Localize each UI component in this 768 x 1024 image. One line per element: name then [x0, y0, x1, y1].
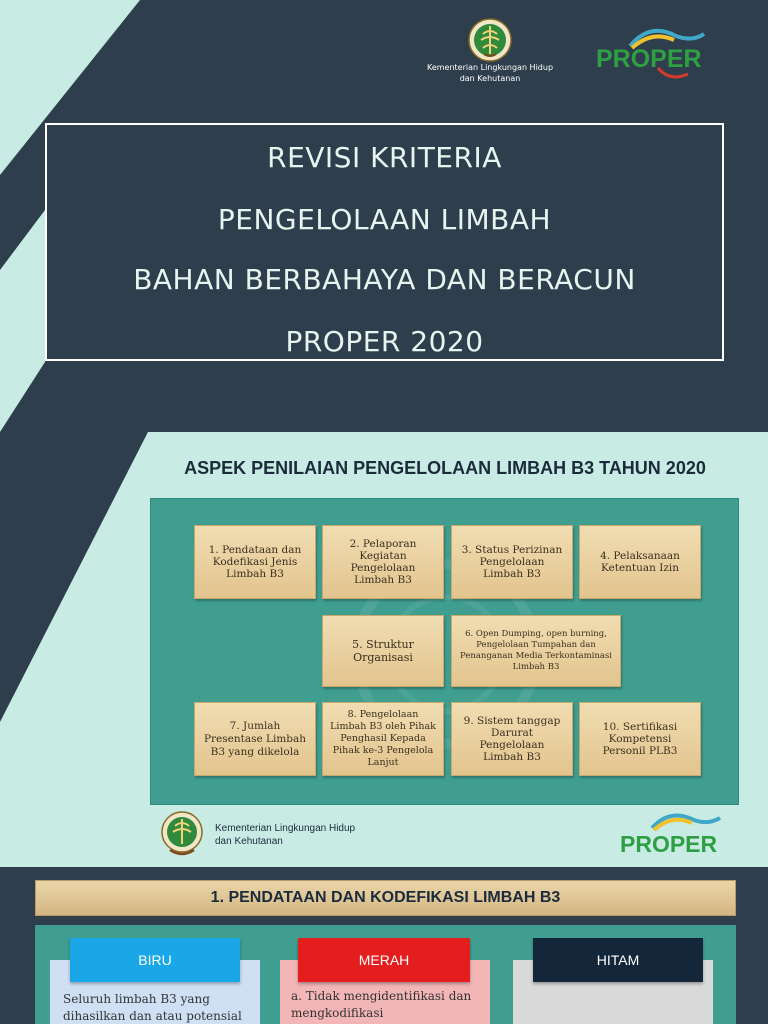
aspect-card-7: 7. Jumlah Presentase Limbah B3 yang dikelola: [194, 702, 316, 776]
criteria-slide: [0, 867, 768, 1024]
title-line-3: BAHAN BERBAHAYA DAN BERACUN: [133, 263, 636, 296]
title-line-1: REVISI KRITERIA: [267, 141, 502, 174]
slide-title: ASPEK PENILAIAN PENGELOLAAN LIMBAH B3 TAHUN 2020: [184, 458, 706, 478]
aspect-card-4: 4. Pelaksanaan Ketentuan Izin: [579, 525, 701, 599]
slide-title: 1. PENDATAAN DAN KODEFIKASI LIMBAH B3: [35, 880, 736, 916]
ministry-name: Kementerian Lingkungan Hidup dan Kehutanan: [426, 63, 554, 83]
title-line-2: PENGELOLAAN LIMBAH: [217, 203, 552, 236]
aspect-card-1: 1. Pendataan dan Kodefikasi Jenis Limbah B3: [194, 525, 316, 599]
proper-logo: [592, 24, 722, 88]
title-slide: [0, 0, 768, 432]
aspect-card-3: 3. Status Perizinan Pengelolaan Limbah B3: [451, 525, 573, 599]
aspect-card-8: 8. Pengelolaan Limbah B3 oleh Pihak Penghasil Kepada Pihak ke-3 Pengelola Lanjut: [322, 702, 444, 776]
ministry-name: Kementerian Lingkungan Hidup dan Kehutanan: [215, 823, 356, 847]
title-line-4: PROPER 2020: [285, 325, 484, 358]
biru-criteria-text: Seluruh limbah B3 yang dihasilkan dan atau potensial: [63, 992, 242, 1023]
aspect-card-2: 2. Pelaporan Kegiatan Pengelolaan Limbah B3: [322, 525, 444, 599]
header-logos: [420, 18, 740, 98]
ministry-emblem-icon: [468, 18, 512, 62]
aspects-panel: [150, 498, 739, 805]
proper-logo-text: PROPER: [620, 831, 718, 857]
title-box: [45, 123, 724, 361]
header-hitam: HITAM: [533, 938, 703, 982]
aspect-card-6: 6. Open Dumping, open burning, Pengelolaan Tumpahan dan Penanganan Media Terkontaminasi Limbah B3: [451, 615, 621, 687]
proper-logo: [616, 810, 736, 862]
aspect-card-5: 5. Struktur Organisasi: [322, 615, 444, 687]
ministry-emblem-icon: [156, 810, 208, 858]
assessment-aspects-slide: [0, 432, 768, 867]
criteria-panel: [35, 925, 736, 1024]
merah-criteria-text: a. Tidak mengidentifikasi dan mengkodifikasi: [291, 989, 472, 1020]
aspect-card-9: 9. Sistem tanggap Darurat Pengelolaan Limbah B3: [451, 702, 573, 776]
header-merah: MERAH: [298, 938, 470, 982]
header-biru: BIRU: [70, 938, 240, 982]
aspect-card-10: 10. Sertifikasi Kompetensi Personil PLB3: [579, 702, 701, 776]
proper-logo-text: PROPER: [596, 45, 702, 73]
